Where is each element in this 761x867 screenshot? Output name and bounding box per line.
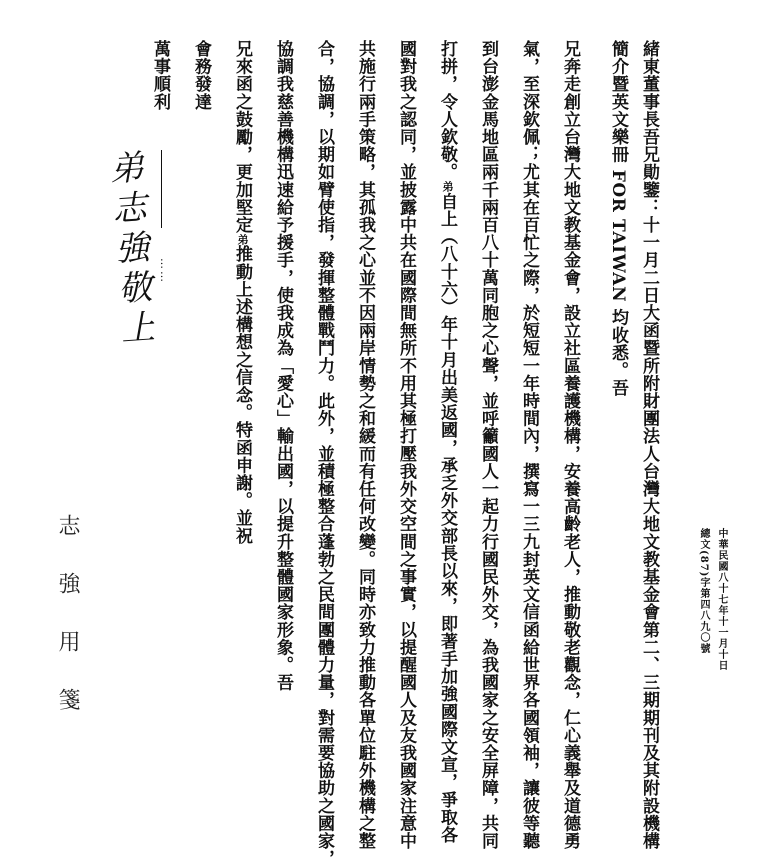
letter-reference: 總文(87)字第四八九〇號 xyxy=(698,528,709,655)
humble-marker-1: 弟 xyxy=(441,180,454,193)
body-column-2: 簡介暨英文樂冊 FOR TAIWAN 均收悉。吾 xyxy=(608,40,628,397)
body-column-1: 緒東董事長吾兄勛鑒：十一月二日大函暨所附財團法人台灣大地文教基金會第二、三期期刊及其附設機構 xyxy=(639,40,659,850)
body-column-9: 合，協調，以期如臂使指，發揮整體戰鬥力。此外，並積極整合蓬勃之民間團體力量，對需要協助之國家， xyxy=(314,40,334,867)
closing-wish-2: 萬事順利 xyxy=(150,40,170,111)
body-column-11 xyxy=(233,40,250,544)
closing-wish-1: 會務發達 xyxy=(191,40,211,111)
handwritten-signature: 弟志強敬上 xyxy=(102,148,156,352)
body-column-3: 兄奔走創立台灣大地文教基金會，設立社區養護機構，安養高齡老人，推動敬老觀念，仁心義舉及道德勇 xyxy=(560,40,580,850)
body-column-6-start: 打拼，令人欽敬。 xyxy=(437,40,457,181)
signature-dots: …… xyxy=(158,258,171,284)
signature-rule xyxy=(161,150,162,228)
letter-date: 中華民國八十七年十一月十日 xyxy=(716,528,727,671)
body-column-10: 協調我慈善機構迅速給予援手，使我成為「愛心」輸出國，以提升整體國家形象。吾 xyxy=(273,40,293,692)
body-column-6-cont: 自上（八十六）年十月出美返國，承乏外交部長以來，即著手加強國際文宣，爭取各 xyxy=(437,192,457,844)
body-column-11-cont: 推動上述構想之信念。特函申謝。並祝 xyxy=(232,245,252,545)
body-column-6 xyxy=(438,40,455,844)
body-column-5: 到台澎金馬地區兩千兩百八十萬同胞之心聲，並呼籲國人一起力行國民外交，為我國家之安全屏障，共同 xyxy=(478,40,498,850)
body-column-4: 氣，至深欽佩；尤其在百忙之際，於短短一年時間內，撰寫一三九封英文信函給世界各國領袖，讓彼等聽 xyxy=(519,40,539,850)
stationery-mark: 志強用箋 xyxy=(55,514,80,746)
body-column-11-start: 兄來函之鼓勵，更加堅定 xyxy=(232,40,252,234)
body-column-8: 共施行兩手策略，其孤我之心並不因兩岸情勢之和緩而有任何改變。同時亦致力推動各單位駐外機構之整 xyxy=(355,40,375,850)
humble-marker-2: 弟 xyxy=(236,233,249,246)
body-column-7: 國對我之認同，並披露中共在國際間無所不用其極打壓我外交空間之事實，以提醒國人及友我國家注意中 xyxy=(396,40,416,850)
